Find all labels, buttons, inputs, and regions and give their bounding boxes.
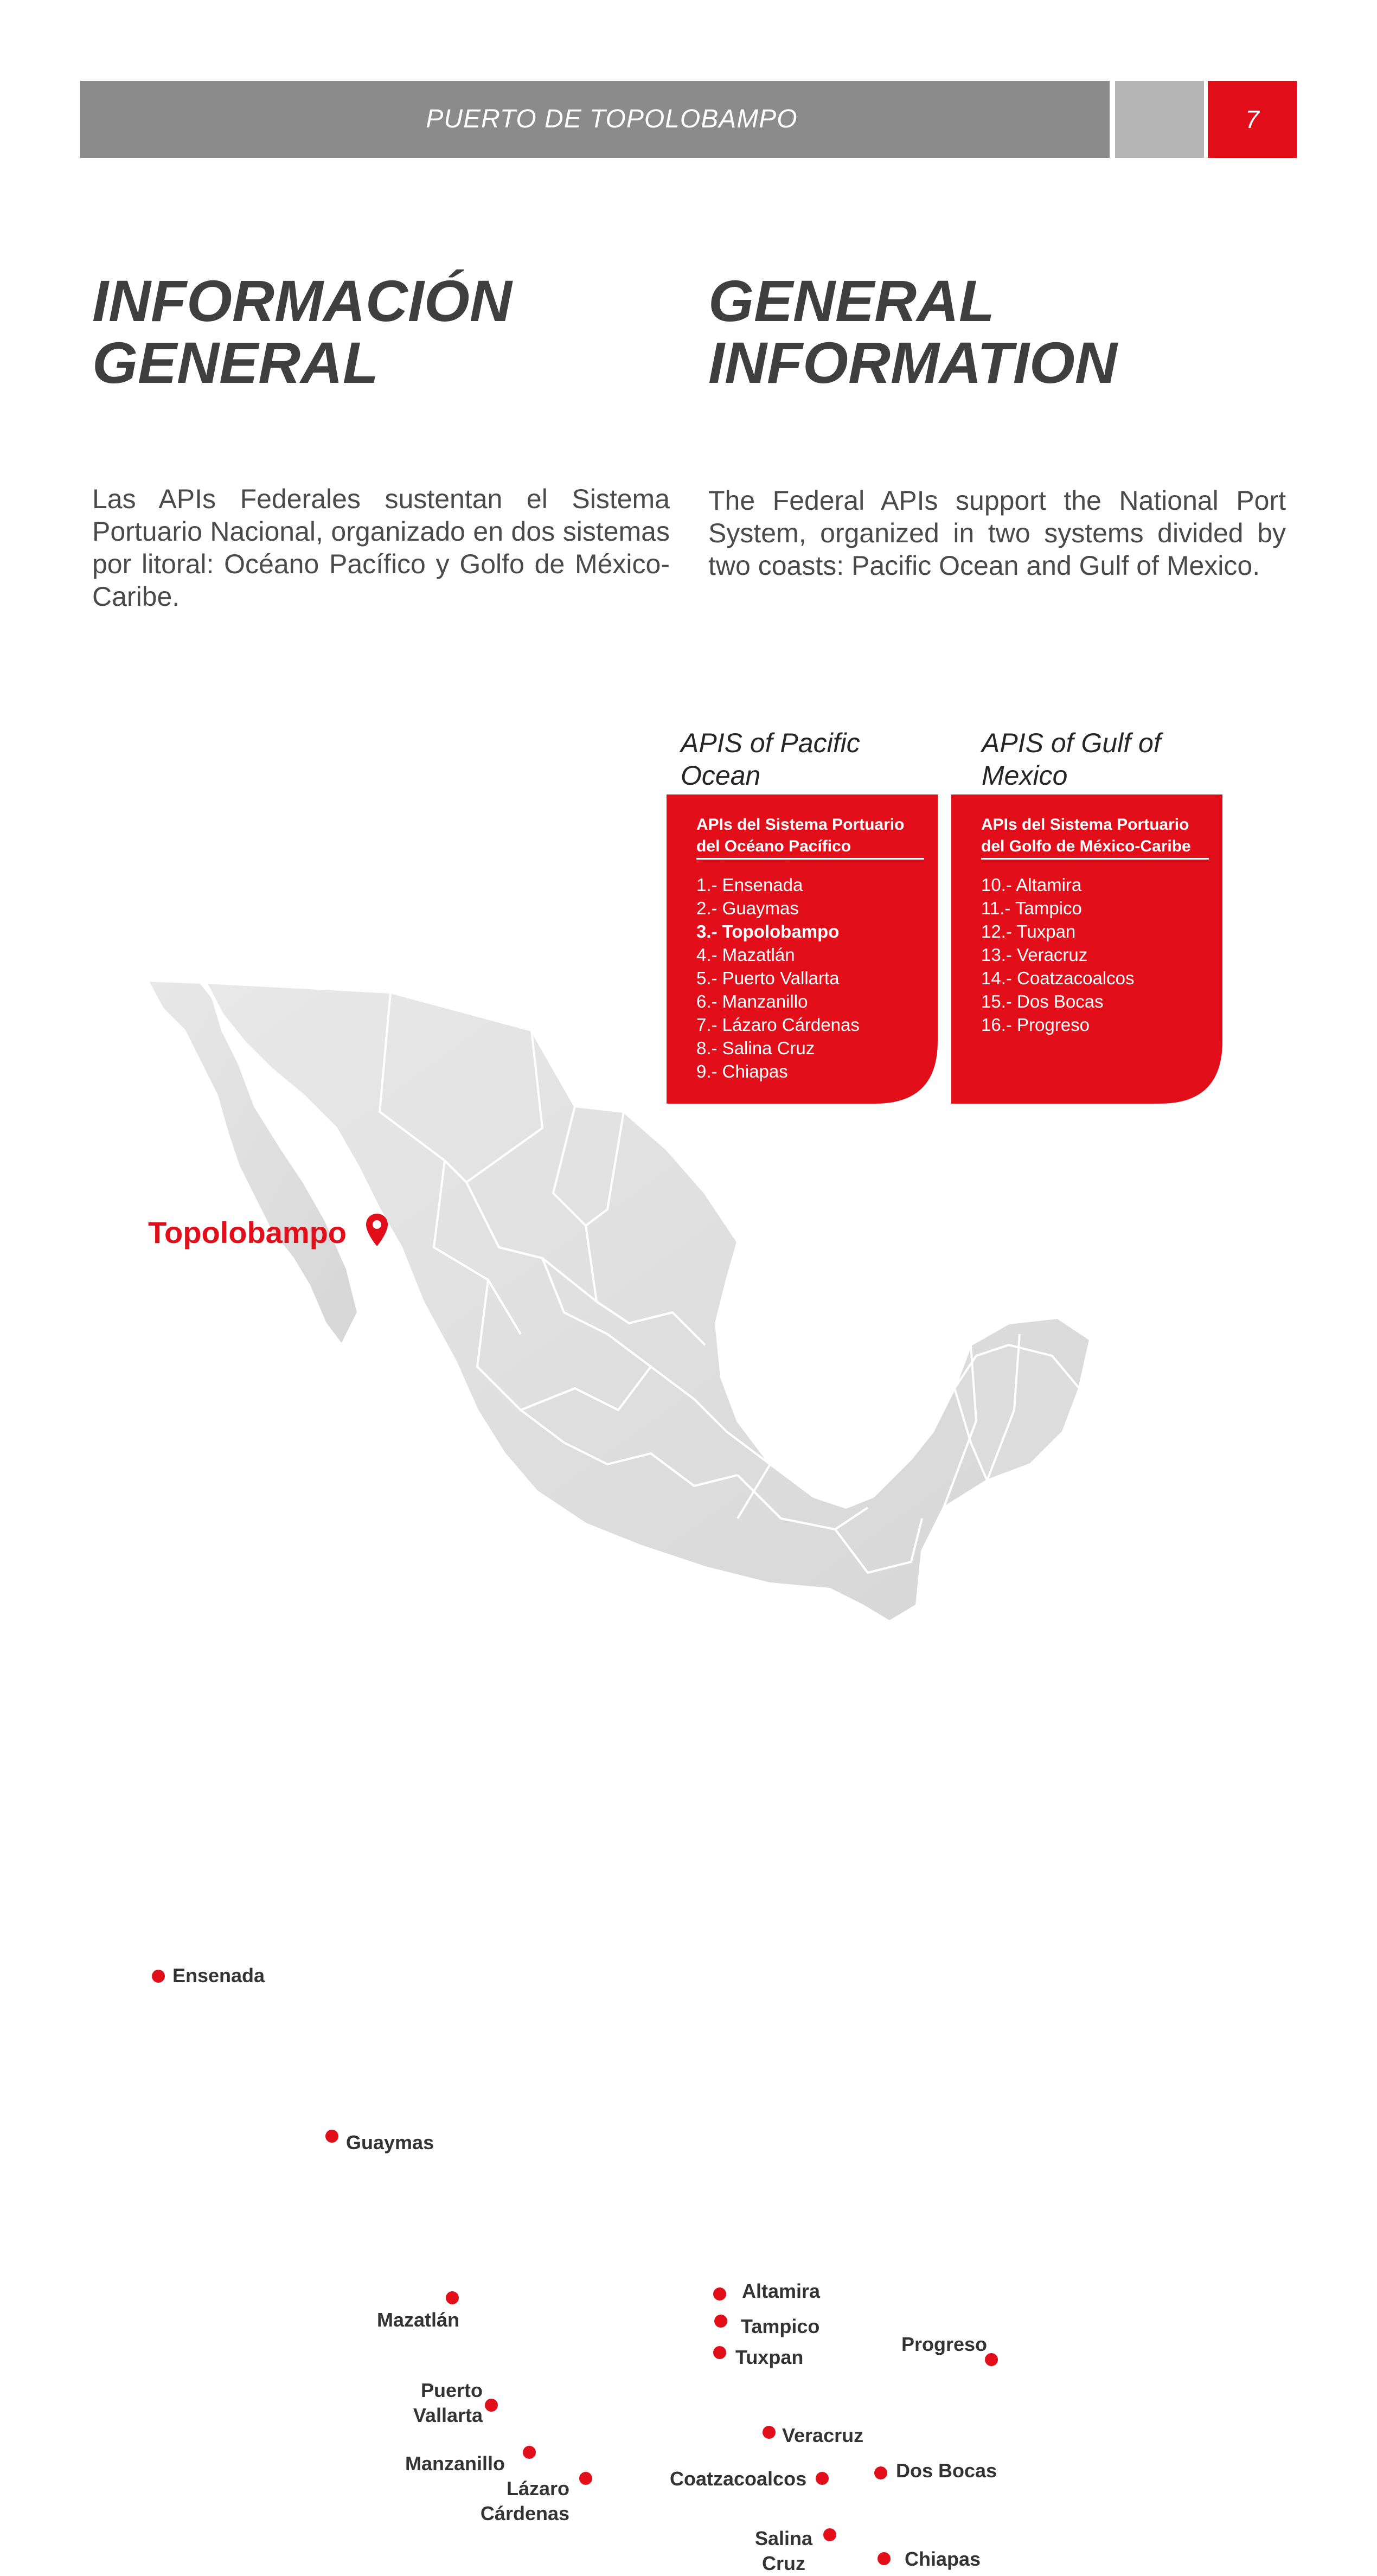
map-pin-dos-bocas <box>874 2466 887 2479</box>
pacific-box-divider <box>696 858 924 860</box>
map-label-progreso: Progreso <box>901 2333 988 2355</box>
location-pin-icon <box>364 1213 389 1247</box>
map-label-dos-bocas: Dos Bocas <box>896 2459 997 2482</box>
heading-english <box>708 270 1251 394</box>
map-label-chiapas: Chiapas <box>905 2548 981 2570</box>
gulf-box-divider <box>981 858 1209 860</box>
map-pin-lazaro-cardenas <box>579 2472 592 2485</box>
pacific-item: 9.- Chiapas <box>696 1061 788 1081</box>
map-pin-guaymas <box>325 2130 338 2143</box>
map-label-lazaro-cardenas <box>461 2476 569 2526</box>
map-pin-tampico <box>714 2315 727 2328</box>
map-pin-manzanillo <box>523 2446 536 2459</box>
paragraph-spanish: Las APIs Federales sustentan el Sistema Portuario Nacional, organizado en dos sistemas por litoral: Océano Pacífico y Golfo de México-Caribe. <box>92 484 670 612</box>
header-accent-block <box>1115 81 1204 158</box>
map-label-puerto-vallarta <box>380 2378 483 2428</box>
heading-spanish-line2: GENERAL <box>92 330 379 395</box>
gulf-heading-line2: Mexico <box>982 760 1068 791</box>
map-label-lazaro-line2: Cárdenas <box>480 2502 569 2524</box>
map-label-coatzacoalcos: Coatzacoalcos <box>670 2468 807 2490</box>
pacific-item: 5.- Puerto Vallarta <box>696 968 840 988</box>
pacific-item: 2.- Guaymas <box>696 898 799 918</box>
map-pin-chiapas <box>878 2552 891 2565</box>
gulf-item: 16.- Progreso <box>981 1015 1090 1035</box>
map-label-puerto-vallarta-line1: Puerto <box>420 2379 483 2401</box>
map-label-mazatlan: Mazatlán <box>377 2309 460 2331</box>
pacific-item: 3.- Topolobampo <box>696 921 840 941</box>
map-label-salina-line2: Cruz <box>762 2552 805 2574</box>
gulf-item: 12.- Tuxpan <box>981 921 1076 941</box>
map-label-tampico: Tampico <box>741 2315 820 2337</box>
gulf-box-title <box>981 814 1209 857</box>
map-pin-veracruz <box>763 2426 776 2439</box>
pacific-item: 1.- Ensenada <box>696 875 803 895</box>
map-pin-coatzacoalcos <box>816 2472 829 2485</box>
pacific-heading-line2: Ocean <box>681 760 761 791</box>
heading-english-line2: INFORMATION <box>708 330 1117 395</box>
map-pin-tuxpan <box>713 2346 726 2359</box>
heading-spanish-line1: INFORMACIÓN <box>92 268 512 334</box>
map-pin-mazatlan <box>446 2291 459 2304</box>
map-pin-puerto-vallarta <box>485 2399 498 2412</box>
map-label-veracruz: Veracruz <box>782 2424 864 2446</box>
pacific-box-title-line1: APIs del Sistema Portuario <box>696 816 905 834</box>
pacific-item: 4.- Mazatlán <box>696 945 795 965</box>
gulf-item: 11.- Tampico <box>981 898 1082 918</box>
map-label-ensenada: Ensenada <box>172 1964 265 1987</box>
pacific-item: 7.- Lázaro Cárdenas <box>696 1015 860 1035</box>
gulf-heading <box>982 727 1253 792</box>
map-label-manzanillo: Manzanillo <box>405 2452 505 2475</box>
gulf-item: 13.- Veracruz <box>981 945 1088 965</box>
page-number: 7 <box>1208 81 1297 158</box>
gulf-item: 15.- Dos Bocas <box>981 991 1104 1011</box>
pacific-item: 6.- Manzanillo <box>696 991 808 1011</box>
pacific-heading-line1: APIS of Pacific <box>681 728 860 758</box>
map-label-salina-cruz <box>751 2526 816 2576</box>
map-pin-ensenada <box>152 1970 165 1983</box>
map-pin-salina-cruz <box>823 2528 836 2541</box>
paragraph-english: The Federal APIs support the National Port System, organized in two systems divided by two coasts: Pacific Ocean and Gulf of Mexico. <box>708 485 1286 581</box>
heading-english-line1: GENERAL <box>708 268 995 334</box>
map-pin-altamira <box>713 2287 726 2301</box>
pacific-box-title <box>696 814 924 857</box>
map-label-puerto-vallarta-line2: Vallarta <box>413 2404 483 2426</box>
gulf-heading-line1: APIS of Gulf of <box>982 728 1161 758</box>
map-label-topolobampo: Topolobampo <box>148 1215 347 1249</box>
pacific-box-title-line2: del Océano Pacífico <box>696 837 851 855</box>
mexico-map <box>0 965 1377 2574</box>
gulf-box-title-line1: APIs del Sistema Portuario <box>981 816 1189 834</box>
mexico-map-shape <box>0 965 1377 1643</box>
map-label-guaymas: Guaymas <box>346 2131 434 2154</box>
gulf-box-title-line2: del Golfo de México-Caribe <box>981 837 1191 855</box>
pacific-item: 8.- Salina Cruz <box>696 1038 815 1058</box>
map-label-salina-line1: Salina <box>754 2527 813 2549</box>
pacific-heading <box>681 727 952 792</box>
header-title: PUERTO DE TOPOLOBAMPO <box>426 105 798 133</box>
map-label-altamira: Altamira <box>742 2280 821 2302</box>
map-label-tuxpan: Tuxpan <box>735 2346 804 2368</box>
gulf-item: 10.- Altamira <box>981 875 1082 895</box>
gulf-item: 14.- Coatzacoalcos <box>981 968 1135 988</box>
heading-spanish <box>92 270 635 394</box>
map-label-lazaro-line1: Lázaro <box>506 2477 569 2500</box>
